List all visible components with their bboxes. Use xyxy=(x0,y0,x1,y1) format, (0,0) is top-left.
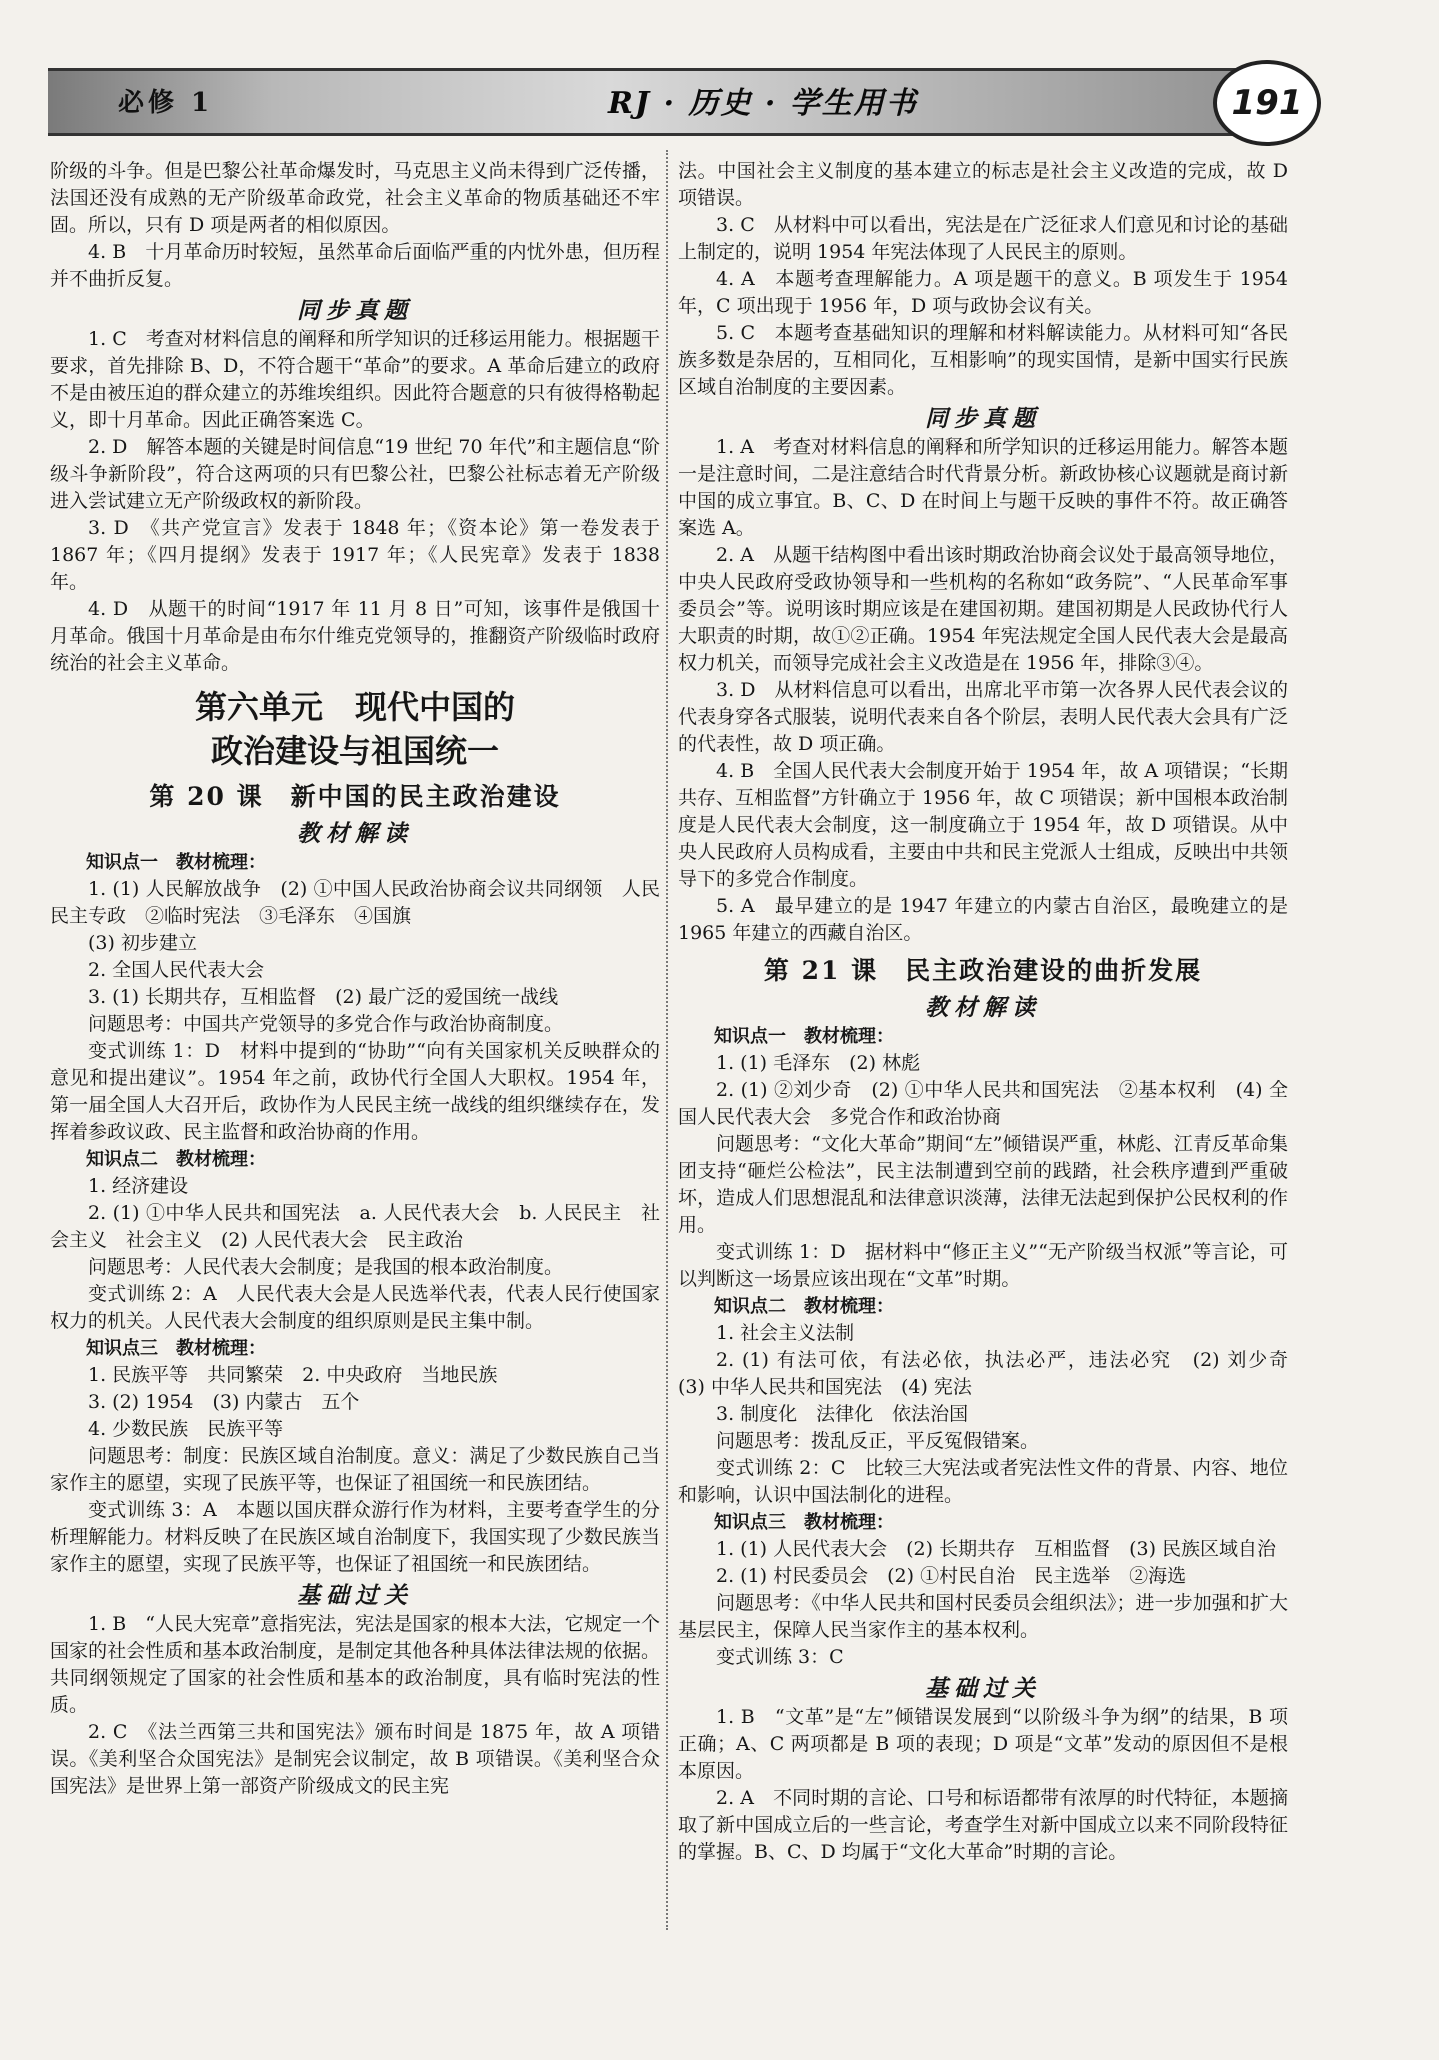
paragraph: 问题思考：拨乱反正，平反冤假错案。 xyxy=(716,1430,1040,1452)
paragraph: 3. C 从材料中可以看出，宪法是在广泛征求人们意见和讨论的基础上制定的，说明 1954 年宪法体现了人民民主的原则。 xyxy=(678,214,1288,263)
paragraph: 2. D 解答本题的关键是时间信息“19 世纪 70 年代”和主题信息“阶级斗争新阶段”，符合这两项的只有巴黎公社，巴黎公社标志着无产阶级进入尝试建立无产阶级政权的新阶段。 xyxy=(50,436,661,512)
paragraph: 2. (1) 有法可依，有法必依，执法必严，违法必究 (2) 刘少奇 (3) 中华人民共和国宪法 (4) 宪法 xyxy=(678,1349,1308,1398)
paragraph: 2. (1) 村民委员会 (2) ①村民自治 民主选举 ②海选 xyxy=(716,1565,1187,1587)
paragraph: 问题思考：人民代表大会制度；是我国的根本政治制度。 xyxy=(88,1256,564,1278)
paragraph: 1. B “文革”是“左”倾错误发展到“以阶级斗争为纲”的结果，B 项正确；A、C 两项都是 B 项的表现；D 项是“文革”发动的原因但不是根本原因。 xyxy=(678,1706,1288,1782)
paragraph: 5. C 本题考查基础知识的理解和材料解读能力。从材料可知“各民族多数是杂居的，互相同化，互相影响”的现实国情，是新中国实行民族区域自治制度的主要因素。 xyxy=(678,322,1288,398)
section-heading: 同步真题 xyxy=(297,297,413,324)
paragraph: 2. C 《法兰西第三共和国宪法》颁布时间是 1875 年，故 A 项错误。《美利坚合众国宪法》是制宪会议制定，故 B 项错误。《美利坚合众国宪法》是世界上第一部资产阶级成文的民主宪 xyxy=(50,1721,660,1797)
knowledge-point-title: 知识点一 教材梳理： xyxy=(86,852,266,873)
page-header xyxy=(48,60,1303,140)
paragraph: 变式训练 2：C 比较三大宪法或者宪法性文件的背景、内容、地位和影响，认识中国法制化的进程。 xyxy=(678,1457,1288,1506)
paragraph: 3. (1) 长期共存，互相监督 (2) 最广泛的爱国统一战线 xyxy=(88,986,559,1008)
knowledge-point-title: 知识点三 教材梳理： xyxy=(86,1338,266,1359)
paragraph: 1. 经济建设 xyxy=(88,1175,189,1197)
section-heading: 同步真题 xyxy=(925,405,1041,432)
paragraph: 1. (1) 人民解放战争 (2) ①中国人民政治协商会议共同纲领 人民民主专政 ②临时宪法 ③毛泽东 ④国旗 xyxy=(50,878,660,927)
paragraph: 3. (2) 1954 (3) 内蒙古 五个 xyxy=(88,1391,360,1413)
paragraph: 问题思考：制度：民族区域自治制度。意义：满足了少数民族自己当家作主的愿望，实现了民族平等，也保证了祖国统一和民族团结。 xyxy=(50,1445,660,1494)
paragraph: 变式训练 3：C xyxy=(716,1646,844,1668)
left-column xyxy=(50,158,660,1800)
paragraph: 1. A 考查对材料信息的阐释和所学知识的迁移运用能力。解答本题一是注意时间，二是注意结合时代背景分析。新政协核心议题就是商讨新中国的成立事宜。B、C、D 在时间上与题干反映的事件不符。故正确答案选 A。 xyxy=(678,436,1288,539)
paragraph: 5. A 最早建立的是 1947 年建立的内蒙古自治区，最晚建立的是 1965 年建立的西藏自治区。 xyxy=(678,895,1288,944)
paragraph: 1. (1) 毛泽东 (2) 林彪 xyxy=(716,1052,921,1074)
paragraph: 4. B 十月革命历时较短，虽然革命后面临严重的内忧外患，但历程并不曲折反复。 xyxy=(50,241,660,290)
paragraph: 4. B 全国人民代表大会制度开始于 1954 年，故 A 项错误；“长期共存、互相监督”方针确立于 1956 年，故 C 项错误；新中国根本政治制度是人民代表大会制度，这一制度确立于 1954 年，故 D 项错误。从中央人民政府人员构成看，主要由中共和民主党派人士组成，反映出中共领导下的多党合作制度。 xyxy=(678,760,1288,890)
paragraph: 1. B “人民大宪章”意指宪法，宪法是国家的根本大法，它规定一个国家的社会性质和基本政治制度，是制定其他各种具体法律法规的依据。共同纲领规定了国家的社会性质和基本的政治制度，具有临时宪法的性质。 xyxy=(50,1613,660,1716)
paragraph: 法。中国社会主义制度的基本建立的标志是社会主义改造的完成，故 D 项错误。 xyxy=(678,160,1288,209)
right-column xyxy=(678,158,1308,1866)
book-title: RJ · 历史 · 学生用书 xyxy=(608,86,918,121)
lesson-title: 第 21 课 民主政治建设的曲折发展 xyxy=(763,956,1203,985)
paragraph: 2. 全国人民代表大会 xyxy=(88,959,265,981)
paragraph: 问题思考：《中华人民共和国村民委员会组织法》；进一步加强和扩大基层民主，保障人民当家作主的基本权利。 xyxy=(678,1592,1288,1641)
unit-title xyxy=(50,685,660,773)
paragraph: 3. 制度化 法律化 依法治国 xyxy=(716,1403,969,1425)
knowledge-point-title: 知识点一 教材梳理： xyxy=(714,1026,894,1047)
knowledge-point-title: 知识点二 教材梳理： xyxy=(86,1149,266,1170)
lesson-title: 第 20 课 新中国的民主政治建设 xyxy=(149,782,561,811)
paragraph: 4. A 本题考查理解能力。A 项是题干的意义。B 项发生于 1954 年，C 项出现于 1956 年，D 项与政协会议有关。 xyxy=(678,268,1288,317)
knowledge-point-title: 知识点三 教材梳理： xyxy=(714,1512,894,1533)
paragraph: 2. (1) ②刘少奇 (2) ①中华人民共和国宪法 ②基本权利 (4) 全国人民代表大会 多党合作和政治协商 xyxy=(678,1079,1288,1128)
paragraph: 1. 民族平等 共同繁荣 2. 中央政府 当地民族 xyxy=(88,1364,498,1386)
section-heading: 教材解读 xyxy=(297,820,413,847)
paragraph: 4. D 从题干的时间“1917 年 11 月 8 日”可知，该事件是俄国十月革命。俄国十月革命是由布尔什维克党领导的，推翻资产阶级临时政府统治的社会主义革命。 xyxy=(50,598,660,674)
paragraph: 4. 少数民族 民族平等 xyxy=(88,1418,284,1440)
paragraph: (3) 初步建立 xyxy=(88,932,197,954)
paragraph: 3. D 从材料信息可以看出，出席北平市第一次各界人民代表会议的代表身穿各式服装，说明代表来自各个阶层，表明人民代表大会具有广泛的代表性，故 D 项正确。 xyxy=(678,679,1288,755)
paragraph: 问题思考：“文化大革命”期间“左”倾错误严重，林彪、江青反革命集团支持“砸烂公检法”，民主法制遭到空前的践踏，社会秩序遭到严重破坏，造成人们思想混乱和法律意识淡薄，法律无法起到保护公民权利的作用。 xyxy=(678,1133,1288,1236)
paragraph: 变式训练 2：A 人民代表大会是人民选举代表，代表人民行使国家权力的机关。人民代表大会制度的组织原则是民主集中制。 xyxy=(50,1283,660,1332)
paragraph: 2. (1) ①中华人民共和国宪法 a. 人民代表大会 b. 人民民主 社会主义 社会主义 (2) 人民代表大会 民主政治 xyxy=(50,1202,660,1251)
section-heading: 基础过关 xyxy=(297,1582,413,1609)
paragraph: 变式训练 3：A 本题以国庆群众游行作为材料，主要考查学生的分析理解能力。材料反映了在民族区域自治制度下，我国实现了少数民族当家作主的愿望，实现了民族平等，也保证了祖国统一和民族团结。 xyxy=(50,1499,660,1575)
column-divider xyxy=(666,150,669,1930)
paragraph: 1. C 考查对材料信息的阐释和所学知识的迁移运用能力。根据题干要求，首先排除 B、D，不符合题干“革命”的要求。A 革命后建立的政府不是由被压迫的群众建立的苏维埃组织。因此符合题意的只有彼得格勒起义，即十月革命。因此正确答案选 C。 xyxy=(50,328,660,431)
knowledge-point-title: 知识点二 教材梳理： xyxy=(714,1296,894,1317)
module-label: 必修 1 xyxy=(118,88,214,118)
paragraph: 变式训练 1：D 据材料中“修正主义”“无产阶级当权派”等言论，可以判断这一场景应该出现在“文革”时期。 xyxy=(678,1241,1288,1290)
paragraph: 变式训练 1：D 材料中提到的“协助”“向有关国家机关反映群众的意见和提出建议”。1954 年之前，政协代行全国人大职权。1954 年，第一届全国人大召开后，政协作为人民民主统一战线的组织继续存在，发挥着参政议政、民主监督和政治协商的作用。 xyxy=(50,1040,660,1143)
unit-title-line: 第六单元 现代中国的 xyxy=(194,688,515,726)
paragraph: 1. (1) 人民代表大会 (2) 长期共存 互相监督 (3) 民族区域自治 xyxy=(716,1538,1277,1560)
section-heading: 基础过关 xyxy=(925,1675,1041,1702)
paragraph: 2. A 从题干结构图中看出该时期政治协商会议处于最高领导地位，中央人民政府受政协领导和一些机构的名称如“政务院”、“人民革命军事委员会”等。说明该时期应该是在建国初期。建国初期是人民政协代行人大职责的时期，故①②正确。1954 年宪法规定全国人民代表大会是最高权力机关，而领导完成社会主义改造是在 1956 年，排除③④。 xyxy=(678,544,1288,674)
paragraph: 1. 社会主义法制 xyxy=(716,1322,855,1344)
paragraph: 2. A 不同时期的言论、口号和标语都带有浓厚的时代特征，本题摘取了新中国成立后的一些言论，考查学生对新中国成立以来不同阶段特征的掌握。B、C、D 均属于“文化大革命”时期的言论。 xyxy=(678,1787,1288,1863)
paragraph: 阶级的斗争。但是巴黎公社革命爆发时，马克思主义尚未得到广泛传播，法国还没有成熟的无产阶级革命政党，社会主义革命的物质基础还不牢固。所以，只有 D 项是两者的相似原因。 xyxy=(50,160,660,236)
page-number-badge: 191 xyxy=(1213,60,1321,146)
paragraph: 问题思考：中国共产党领导的多党合作与政治协商制度。 xyxy=(88,1013,564,1035)
section-heading: 教材解读 xyxy=(925,994,1041,1021)
unit-title-line: 政治建设与祖国统一 xyxy=(210,732,499,770)
paragraph: 3. D 《共产党宣言》发表于 1848 年；《资本论》第一卷发表于 1867 年；《四月提纲》发表于 1917 年；《人民宪章》发表于 1838 年。 xyxy=(50,517,660,593)
